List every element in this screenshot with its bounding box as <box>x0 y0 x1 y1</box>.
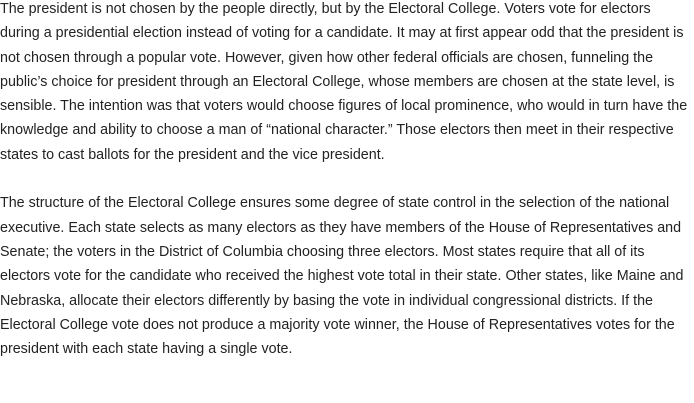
paragraph-electoral-college-structure: The structure of the Electoral College ensures some degree of state control in the selection of the national executive. Each state selects as many electors as they have members of the House of Representatives and Senate; the voters in the District of Columbia choosing three electors. Most states require that all of its electors vote for the candidate who received the highest vote total in their state. Other states, like Maine and Nebraska, allocate their electors differently by basing the vote in individual congressional districts. If the Electoral College vote does not produce a majority vote winner, the House of Representatives votes for the president with each state having a single vote. <box>0 195 684 358</box>
paragraph-electoral-college-intro: The president is not chosen by the people directly, but by the Electoral College. Voters vote for electors during a presidential election instead of voting for a candidate. It may at first appear odd that the president is not chosen through a popular vote. However, given how other federal officials are chosen, funneling the public’s choice for president through an Electoral College, whose members are chosen at the state level, is sensible. The intention was that voters would choose figures of local prominence, who would in turn have the knowledge and ability to choose a man of “national character.” Those electors then meet in their respective states to cast ballots for the president and the vice president. <box>0 1 688 163</box>
